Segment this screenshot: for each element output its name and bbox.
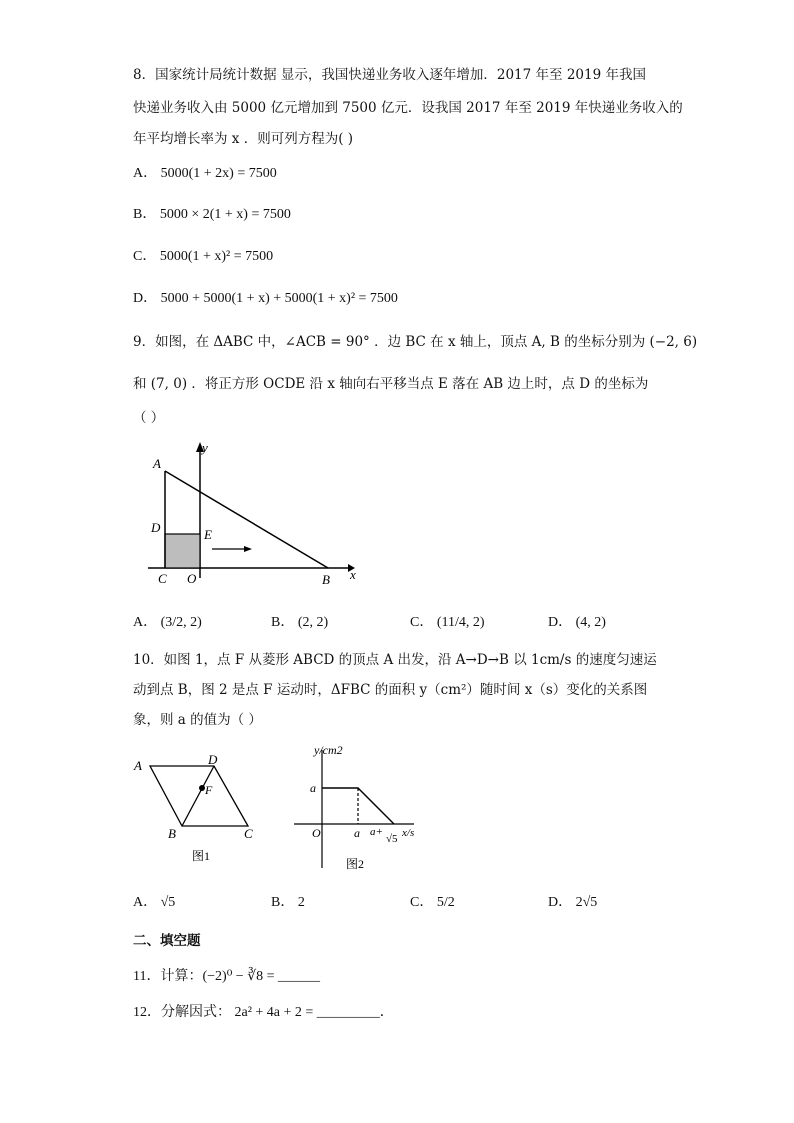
q8-option-b: B． 5000 × 2(1 + x) = 7500 <box>133 207 291 222</box>
q9-line-1: 9．如图，在 ΔABC 中，∠ACB = 90° ．边 BC 在 x 轴上，顶点 A, B 的坐标分别为 (−2, 6) <box>133 334 698 350</box>
q10-graph-a-x: a <box>354 826 360 840</box>
q9-line-2: 和 (7, 0) ．将正方形 OCDE 沿 x 轴向右平移当点 E 落在 AB 边上时，点 D 的坐标为 <box>133 376 649 392</box>
q9-label-y: y <box>202 440 208 455</box>
q9-label-e: E <box>204 527 212 542</box>
q9-label-a: A <box>153 456 161 471</box>
q8-line-2: 快递业务收入由 5000 亿元增加到 7500 亿元．设我国 2017 年至 2019 年快递业务收入的 <box>133 100 683 116</box>
q8-option-c: C． 5000(1 + x)² = 7500 <box>133 249 274 264</box>
q10-line-2: 动到点 B，图 2 是点 F 运动时，ΔFBC 的面积 y（cm²）随时间 x（s）变化的关系图 <box>133 682 648 698</box>
q10-graph-a-plus: a+ <box>370 826 383 838</box>
q10-graph-sqrt5: √5 <box>386 833 398 845</box>
q10-label-f: F <box>205 783 213 797</box>
q10-option-b: B． 2 <box>271 895 305 910</box>
q8-option-d: D． 5000 + 5000(1 + x) + 5000(1 + x)² = 7500 <box>133 291 398 306</box>
q8-line-3: 年平均增长率为 x ．则可列方程为( ) <box>133 131 354 147</box>
q10-graph-xlabel: x/s <box>402 827 415 839</box>
q9-option-a: A． (3/2, 2) <box>133 615 202 630</box>
q9-option-d: D． (4, 2) <box>548 615 606 630</box>
q9-option-c: C． (11/4, 2) <box>410 615 485 630</box>
q9-label-o: O <box>187 571 197 586</box>
q10-line-1: 10．如图 1，点 F 从菱形 ABCD 的顶点 A 出发，沿 A→D→B 以 1cm/s 的速度匀速运 <box>133 652 657 668</box>
q11-text: 11．计算：(−2)⁰ − ∛8 = ______ <box>133 969 321 984</box>
q10-rhombus-abcd <box>150 766 248 826</box>
q9-label-x: x <box>350 567 356 582</box>
q10-graph-ylabel: y/cm2 <box>314 743 343 757</box>
q10-figure-2 <box>292 742 432 874</box>
q9-line-3: （ ） <box>133 410 165 426</box>
q10-label-d: D <box>208 752 218 767</box>
q9-label-b: B <box>322 572 330 587</box>
q10-line-3: 象，则 a 的值为（ ） <box>133 712 262 728</box>
q10-graph-origin: O <box>312 826 321 840</box>
q10-option-a: A． √5 <box>133 895 176 910</box>
q10-fig2-caption: 图2 <box>346 857 365 871</box>
q10-label-b: B <box>168 826 176 841</box>
q9-figure <box>140 438 370 590</box>
q10-option-c: C． 5/2 <box>410 895 455 910</box>
q10-fig1-caption: 图1 <box>192 849 211 863</box>
q9-translate-arrowhead <box>244 546 252 552</box>
q9-option-b: B． (2, 2) <box>271 615 329 630</box>
q9-square-ocde <box>165 534 200 568</box>
q10-label-c: C <box>244 826 253 841</box>
q9-label-c: C <box>158 571 167 586</box>
q10-graph-a-y: a <box>310 781 316 795</box>
q10-option-d: D． 2√5 <box>548 895 598 910</box>
section-2-title: 二、填空题 <box>133 933 201 949</box>
q8-option-a: A． 5000(1 + 2x) = 7500 <box>133 166 277 181</box>
q10-label-a: A <box>134 758 142 773</box>
q10-figure-1 <box>128 752 268 867</box>
q9-label-d: D <box>151 520 161 535</box>
q8-line-1: 8．国家统计局统计数据 显示，我国快递业务收入逐年增加．2017 年至 2019 年我国 <box>133 67 646 83</box>
q12-text: 12．分解因式： 2a² + 4a + 2 = _________． <box>133 1005 394 1020</box>
